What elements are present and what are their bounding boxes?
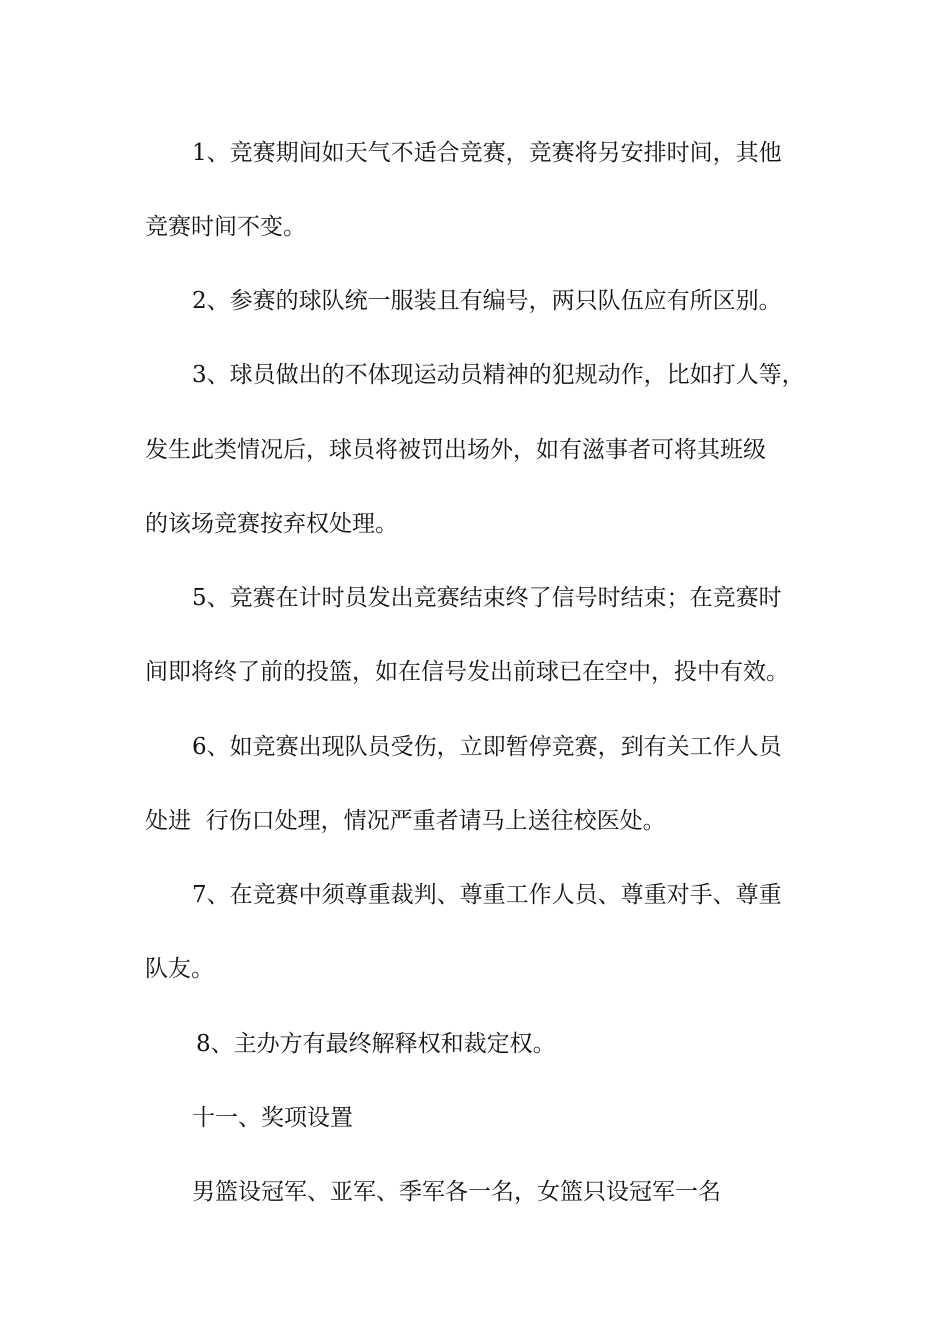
- awards-text: 男篮设冠军、亚军、季军各一名，女篮只设冠军一名: [192, 1179, 721, 1205]
- rule-5-line-2: 间即将终了前的投篮，如在信号发出前球已在空中，投中有效。: [145, 659, 789, 685]
- rule-7-line-2: 队友。: [145, 956, 214, 982]
- rule-6-line-1: 6、如竞赛出现队员受伤，立即暂停竞赛，到有关工作人员: [192, 734, 782, 760]
- rule-1-line-1: 1、竞赛期间如天气不适合竞赛，竞赛将另安排时间，其他: [192, 140, 782, 166]
- rule-3-line-1: 3、球员做出的不体现运动员精神的犯规动作，比如打人等，: [192, 362, 805, 388]
- rule-1-line-2: 竞赛时间不变。: [145, 214, 306, 240]
- rule-6-line-2: 处进 行伤口处理，情况严重者请马上送往校医处。: [145, 808, 666, 834]
- rule-8-line-1: 8、主办方有最终解释权和裁定权。: [196, 1031, 556, 1057]
- rule-2-line-1: 2、参赛的球队统一服装且有编号，两只队伍应有所区别。: [192, 288, 782, 314]
- rule-5-line-1: 5、竞赛在计时员发出竞赛结束终了信号时结束；在竞赛时: [192, 585, 782, 611]
- section-heading-awards: 十一、奖项设置: [192, 1105, 353, 1131]
- rule-3-line-2: 发生此类情况后，球员将被罚出场外，如有滋事者可将其班级: [145, 437, 766, 463]
- rule-3-line-3: 的该场竞赛按弃权处理。: [145, 511, 398, 537]
- rule-7-line-1: 7、在竞赛中须尊重裁判、尊重工作人员、尊重对手、尊重: [192, 882, 782, 908]
